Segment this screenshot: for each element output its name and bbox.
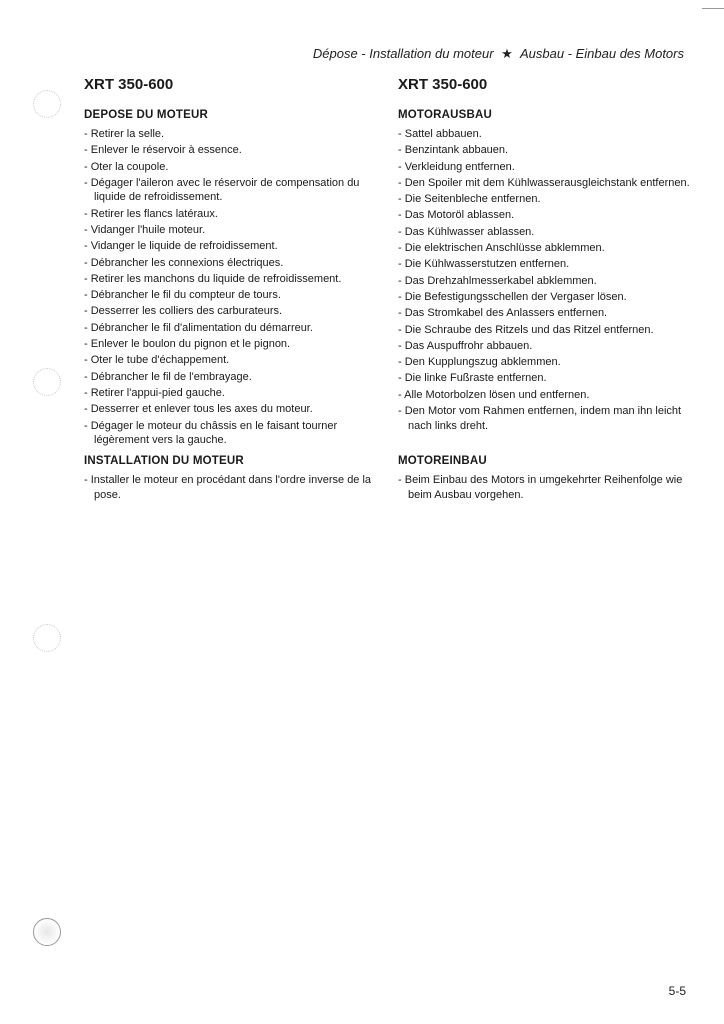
step-item: - Vidanger le liquide de refroidissement. <box>84 239 376 254</box>
step-item: - Die Seitenbleche entfernen. <box>398 192 690 207</box>
step-item: - Retirer la selle. <box>84 127 376 142</box>
step-item: - Das Kühlwasser ablassen. <box>398 225 690 240</box>
step-item: - Die elektrischen Anschlüsse abklemmen. <box>398 241 690 256</box>
step-item: - Dégager l'aileron avec le réservoir de compensation du liquide de refroidissement. <box>84 176 376 205</box>
step-item: - Débrancher les connexions électriques. <box>84 256 376 271</box>
step-item: - Vidanger l'huile moteur. <box>84 223 376 238</box>
model-title: XRT 350-600 <box>84 76 174 93</box>
french-column <box>84 76 376 501</box>
step-item: - Retirer l'appui-pied gauche. <box>84 386 376 401</box>
step-item: - Retirer les flancs latéraux. <box>84 207 376 222</box>
punch-hole-mark <box>33 624 61 652</box>
page-number: 5-5 <box>668 984 686 998</box>
step-item: - Verkleidung entfernen. <box>398 160 690 175</box>
section-title-installation: INSTALLATION DU MOTEUR <box>84 455 244 467</box>
header-german: Ausbau - Einbau des Motors <box>519 46 684 61</box>
page-edge-mark <box>702 8 724 9</box>
section-title-installation: MOTOREINBAU <box>398 455 487 467</box>
removal-steps-list <box>398 127 690 433</box>
step-item: - Das Auspuffrohr abbauen. <box>398 339 690 354</box>
step-item: - Das Motoröl ablassen. <box>398 208 690 223</box>
model-title: XRT 350-600 <box>398 76 488 93</box>
step-item: - Das Stromkabel des Anlassers entfernen. <box>398 306 690 321</box>
installation-steps-list <box>398 473 690 502</box>
section-title-removal: MOTORAUSBAU <box>398 109 492 121</box>
page-header <box>313 46 684 62</box>
punch-hole-mark <box>33 918 61 946</box>
step-item: - Den Spoiler mit dem Kühlwasserausgleichstank entfernen. <box>398 176 690 191</box>
step-item: - Sattel abbauen. <box>398 127 690 142</box>
step-item: - Retirer les manchons du liquide de refroidissement. <box>84 272 376 287</box>
german-column <box>398 76 690 501</box>
step-item: - Enlever le boulon du pignon et le pignon. <box>84 337 376 352</box>
step-item: - Dégager le moteur du châssis en le faisant tourner légèrement vers la gauche. <box>84 419 376 448</box>
step-item: - Die Befestigungsschellen der Vergaser lösen. <box>398 290 690 305</box>
step-item: - Desserrer et enlever tous les axes du moteur. <box>84 402 376 417</box>
step-item: - Enlever le réservoir à essence. <box>84 143 376 158</box>
step-item: - Débrancher le fil du compteur de tours. <box>84 288 376 303</box>
removal-steps-list <box>84 127 376 448</box>
step-item: - Oter la coupole. <box>84 160 376 175</box>
step-item: - Installer le moteur en procédant dans l'ordre inverse de la pose. <box>84 473 376 502</box>
step-item: - Oter le tube d'échappement. <box>84 353 376 368</box>
installation-section <box>398 454 690 504</box>
installation-section <box>84 454 376 504</box>
header-french: Dépose - Installation du moteur <box>312 46 494 61</box>
step-item: - Die linke Fußraste entfernen. <box>398 371 690 386</box>
step-item: - Alle Motorbolzen lösen und entfernen. <box>398 388 690 403</box>
step-item: - Débrancher le fil de l'embrayage. <box>84 370 376 385</box>
step-item: - Débrancher le fil d'alimentation du démarreur. <box>84 321 376 336</box>
step-item: - Das Drehzahlmesserkabel abklemmen. <box>398 274 690 289</box>
punch-hole-mark <box>33 368 61 396</box>
step-item: - Beim Einbau des Motors in umgekehrter Reihenfolge wie beim Ausbau vorgehen. <box>398 473 690 502</box>
step-item: - Benzintank abbauen. <box>398 143 690 158</box>
installation-steps-list <box>84 473 376 502</box>
punch-hole-mark <box>33 90 61 118</box>
step-item: - Den Kupplungszug abklemmen. <box>398 355 690 370</box>
step-item: - Die Kühlwasserstutzen entfernen. <box>398 257 690 272</box>
step-item: - Die Schraube des Ritzels und das Ritzel entfernen. <box>398 323 690 338</box>
star-icon: ★ <box>501 46 513 61</box>
step-item: - Desserrer les colliers des carburateurs. <box>84 304 376 319</box>
step-item: - Den Motor vom Rahmen entfernen, indem man ihn leicht nach links dreht. <box>398 404 690 433</box>
section-title-removal: DEPOSE DU MOTEUR <box>84 109 208 121</box>
